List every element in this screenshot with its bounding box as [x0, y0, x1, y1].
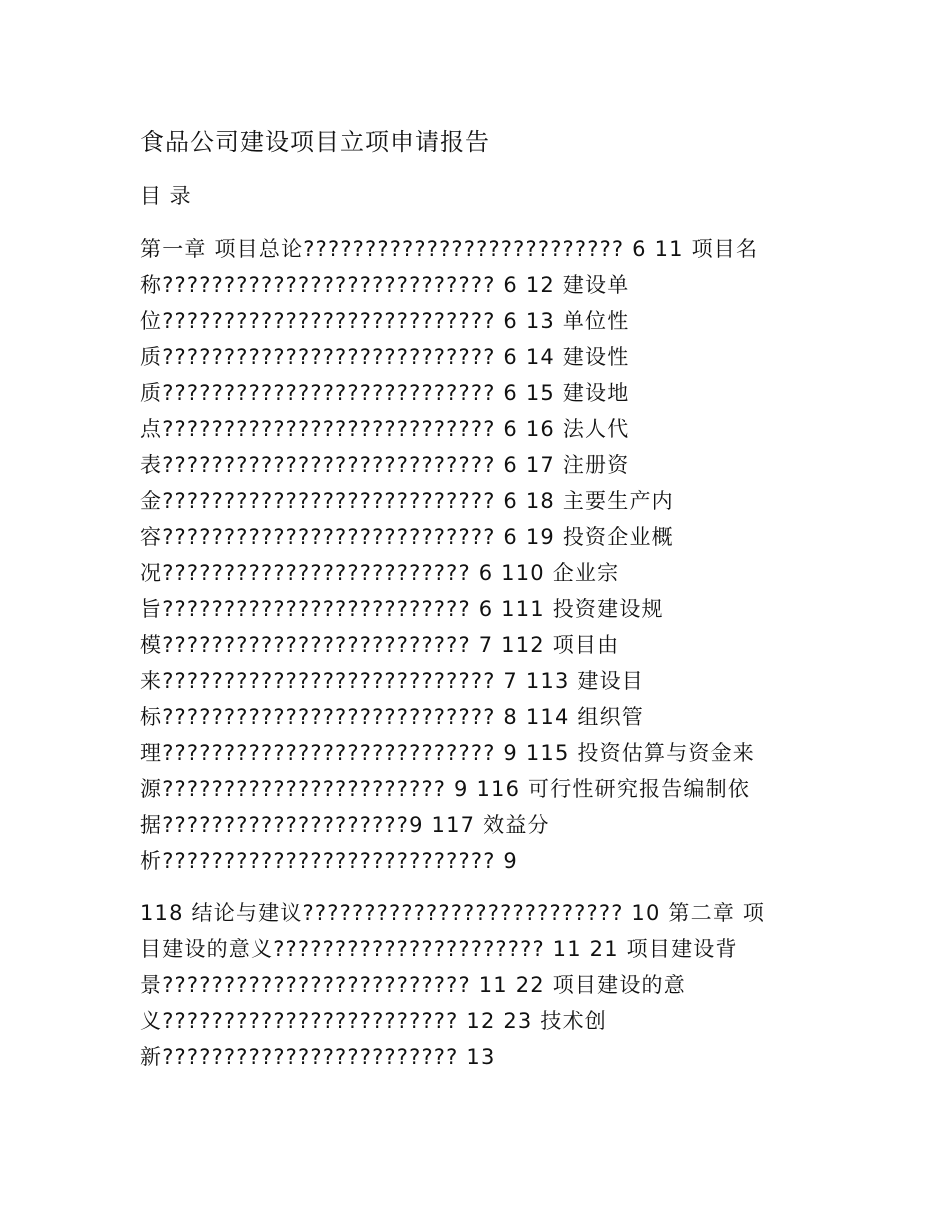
toc-block-2	[140, 898, 840, 1078]
toc-line: 来??????????????????????????? 7 113 建设目	[140, 669, 645, 693]
toc-line: 模????????????????????????? 7 112 项目由	[140, 633, 620, 657]
toc-line: 称??????????????????????????? 6 12 建设单	[140, 273, 630, 297]
toc-line: 第一章 项目总论?????????????????????????? 6 11 项目名	[140, 237, 759, 261]
toc-line: 目建设的意义?????????????????????? 11 21 项目建设背	[140, 937, 738, 961]
toc-line: 118 结论与建议?????????????????????????? 10 第二章 项	[140, 901, 766, 925]
toc-heading: 目 录	[140, 184, 192, 208]
toc-line: 景????????????????????????? 11 22 项目建设的意	[140, 973, 686, 997]
document-title: 食品公司建设项目立项申请报告	[140, 128, 490, 156]
toc-line: 表??????????????????????????? 6 17 注册资	[140, 453, 630, 477]
toc-line: 据????????????????????9 117 效益分	[140, 813, 550, 837]
toc-line: 金??????????????????????????? 6 18 主要生产内	[140, 489, 674, 513]
toc-line: 容??????????????????????????? 6 19 投资企业概	[140, 525, 674, 549]
toc-line: 位??????????????????????????? 6 13 单位性	[140, 309, 630, 333]
toc-line: 点??????????????????????????? 6 16 法人代	[140, 417, 630, 441]
toc-line: 旨????????????????????????? 6 111 投资建设规	[140, 597, 664, 621]
toc-line: 新???????????????????????? 13	[140, 1045, 496, 1069]
toc-line: 析??????????????????????????? 9	[140, 849, 518, 873]
toc-line: 义???????????????????????? 12 23 技术创	[140, 1009, 607, 1033]
toc-block-1	[140, 234, 840, 882]
toc-line: 质??????????????????????????? 6 15 建设地	[140, 381, 630, 405]
toc-line: 理??????????????????????????? 9 115 投资估算与资金来	[140, 741, 756, 765]
toc-line: 质??????????????????????????? 6 14 建设性	[140, 345, 630, 369]
toc-line: 况????????????????????????? 6 110 企业宗	[140, 561, 620, 585]
toc-line: 源??????????????????????? 9 116 可行性研究报告编制依	[140, 777, 751, 801]
toc-line: 标??????????????????????????? 8 114 组织管	[140, 705, 645, 729]
